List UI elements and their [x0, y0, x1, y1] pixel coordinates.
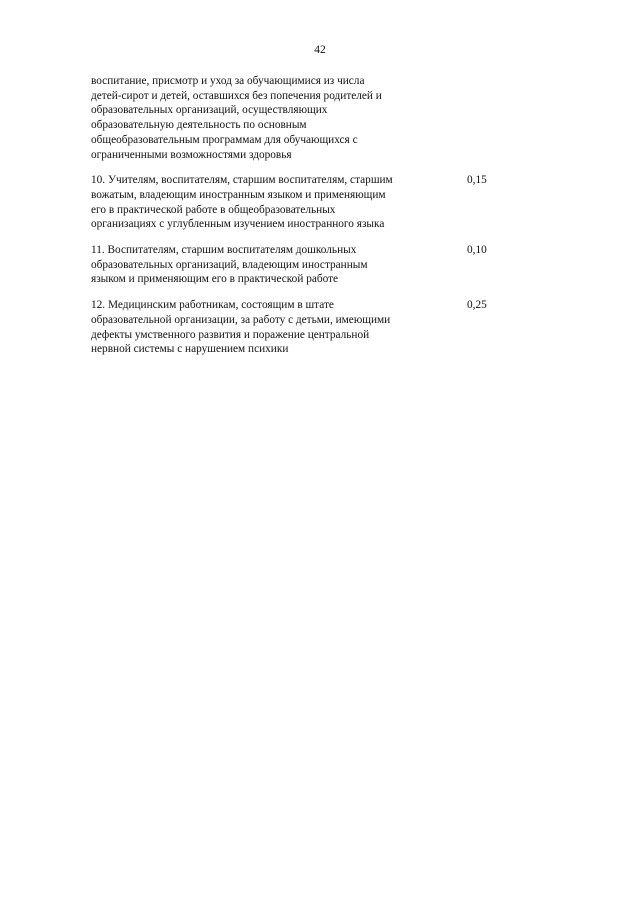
- table-row: [91, 298, 511, 357]
- table-row: [91, 173, 511, 232]
- page-number: 42: [314, 44, 326, 56]
- document-body: [91, 74, 511, 357]
- table-row: [91, 74, 511, 162]
- row-coefficient: 0,25: [467, 299, 487, 312]
- row-description: 11. Воспитателям, старшим воспитателям дошкольных образовательных организаций, владеющим иностранным языком и применяющим его в практической работе: [91, 244, 368, 286]
- row-coefficient: 0,15: [467, 174, 487, 187]
- table-row: [91, 243, 511, 287]
- row-coefficient: 0,10: [467, 244, 487, 257]
- row-description: 10. Учителям, воспитателям, старшим воспитателям, старшим вожатым, владеющим иностранным языком и применяющим его в практической работе в общеобразовательных организациях с углубленным изучением иностранного языка: [91, 174, 393, 231]
- row-description: 12. Медицинским работникам, состоящим в штате образовательной организации, за работу с детьми, имеющими дефекты умственного развития и поражение центральной нервной системы с нарушением психики: [91, 299, 391, 356]
- row-description: воспитание, присмотр и уход за обучающимися из числа детей-сирот и детей, оставшихся без попечения родителей и образовательных организаций, осуществляющих образовательную деятельность по основным общеобразовательным программам для обучающихся с ограниченными возможностями здоровья: [91, 75, 382, 161]
